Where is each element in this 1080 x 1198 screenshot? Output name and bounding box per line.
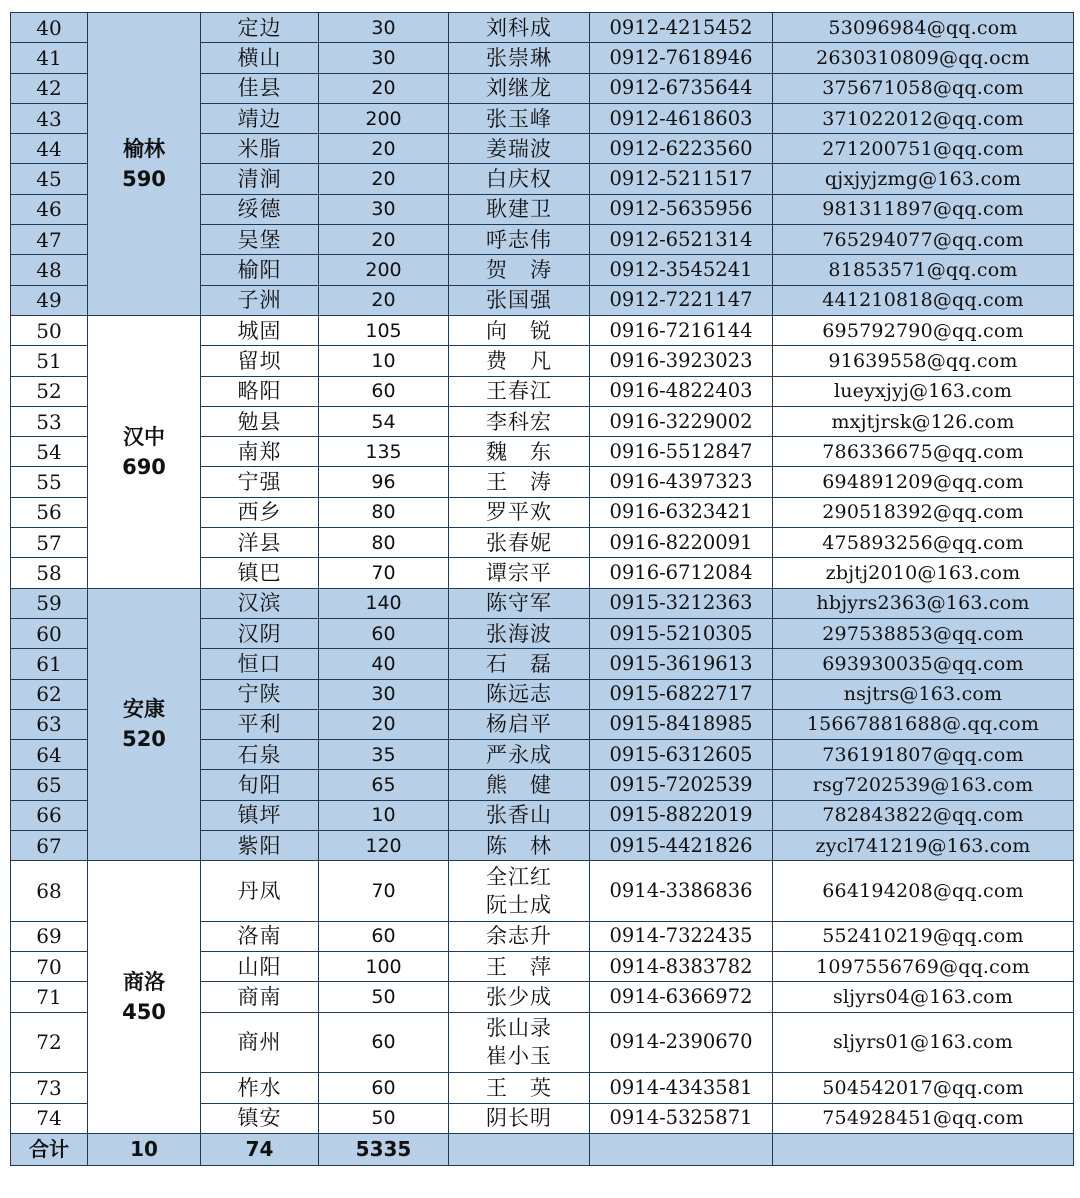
contact-cell: [449, 952, 590, 982]
county-cell: 子洲: [201, 285, 319, 315]
contact-name: 刘继龙: [486, 76, 552, 101]
county-cell: 城固: [201, 315, 319, 345]
email-cell: 81853571@qq.com: [773, 255, 1074, 285]
quota-cell: 30: [319, 679, 449, 709]
email-cell: 375671058@qq.com: [773, 73, 1074, 103]
phone-cell: 0912-6735644: [590, 73, 773, 103]
contact-cell: [449, 921, 590, 951]
contact-name: 向 锐: [486, 318, 552, 343]
row-number-cell: 52: [11, 376, 88, 406]
phone-cell: 0916-5512847: [590, 437, 773, 467]
contact-name: 阮士成: [486, 893, 552, 918]
contact-cell: [449, 618, 590, 648]
contact-name: 陈远志: [486, 682, 552, 707]
phone-cell: 0912-7221147: [590, 285, 773, 315]
email-cell: 736191807@qq.com: [773, 740, 1074, 770]
county-cell: 镇坪: [201, 800, 319, 830]
email-cell: 981311897@qq.com: [773, 194, 1074, 224]
county-cell: 榆阳: [201, 255, 319, 285]
phone-cell: 0915-6822717: [590, 679, 773, 709]
contact-cell: [449, 861, 590, 922]
quota-cell: 60: [319, 1012, 449, 1073]
phone-cell: 0916-6323421: [590, 497, 773, 527]
contact-name: 张崇琳: [486, 45, 552, 70]
city-cell: [88, 13, 201, 316]
contact-name: 张山录: [486, 1016, 552, 1041]
contact-name: 张香山: [486, 803, 552, 828]
table-row: [11, 588, 1074, 618]
phone-cell: 0916-8220091: [590, 528, 773, 558]
contact-cell: [449, 376, 590, 406]
row-number-cell: 45: [11, 164, 88, 194]
email-cell: sljyrs01@163.com: [773, 1012, 1074, 1073]
phone-cell: 0916-3229002: [590, 406, 773, 436]
quota-cell: 20: [319, 225, 449, 255]
email-cell: 754928451@qq.com: [773, 1103, 1074, 1133]
contact-name: 崔小玉: [486, 1044, 552, 1069]
row-number-cell: 69: [11, 921, 88, 951]
row-number-cell: 55: [11, 467, 88, 497]
contact-cell: [449, 800, 590, 830]
quota-cell: 20: [319, 73, 449, 103]
email-cell: zycl741219@163.com: [773, 831, 1074, 861]
email-cell: 765294077@qq.com: [773, 225, 1074, 255]
phone-cell: 0912-6223560: [590, 134, 773, 164]
row-number-cell: 59: [11, 588, 88, 618]
row-number-cell: 62: [11, 679, 88, 709]
quota-cell: 60: [319, 1073, 449, 1103]
quota-cell: 80: [319, 528, 449, 558]
county-cell: 柞水: [201, 1073, 319, 1103]
contact-name: 陈 林: [486, 833, 552, 858]
row-number-cell: 70: [11, 952, 88, 982]
quota-cell: 20: [319, 285, 449, 315]
contact-name: 贺 涛: [486, 258, 552, 283]
county-cell: 石泉: [201, 740, 319, 770]
email-cell: 441210818@qq.com: [773, 285, 1074, 315]
city-name: 汉中: [123, 424, 165, 449]
contact-cell: [449, 467, 590, 497]
phone-cell: 0914-8383782: [590, 952, 773, 982]
contact-cell: [449, 315, 590, 345]
phone-cell: 0915-7202539: [590, 770, 773, 800]
contact-name: 王 英: [486, 1075, 552, 1100]
phone-cell: 0916-3923023: [590, 346, 773, 376]
phone-cell: 0912-4618603: [590, 103, 773, 133]
email-cell: sljyrs04@163.com: [773, 982, 1074, 1012]
county-cell: 略阳: [201, 376, 319, 406]
contact-cell: [449, 528, 590, 558]
quota-cell: 65: [319, 770, 449, 800]
summary-cities-cell: 10: [88, 1133, 201, 1165]
contact-name: 张春妮: [486, 530, 552, 555]
row-number-cell: 67: [11, 831, 88, 861]
phone-cell: 0914-6366972: [590, 982, 773, 1012]
row-number-cell: 54: [11, 437, 88, 467]
contact-name: 耿建卫: [486, 197, 552, 222]
city-name: 安康: [123, 697, 165, 722]
contact-cell: [449, 255, 590, 285]
contact-name: 白庆权: [486, 167, 552, 192]
row-number-cell: 61: [11, 649, 88, 679]
contact-name: 石 磊: [486, 651, 552, 676]
quota-cell: 35: [319, 740, 449, 770]
phone-cell: 0912-4215452: [590, 13, 773, 43]
quota-cell: 10: [319, 800, 449, 830]
email-cell: 664194208@qq.com: [773, 861, 1074, 922]
contact-cell: [449, 709, 590, 739]
row-number-cell: 56: [11, 497, 88, 527]
contact-name: 谭宗平: [486, 560, 552, 585]
summary-quota-cell: 5335: [319, 1133, 449, 1165]
phone-cell: 0912-6521314: [590, 225, 773, 255]
contact-name: 阴长明: [486, 1106, 552, 1131]
email-cell: 694891209@qq.com: [773, 467, 1074, 497]
email-cell: 371022012@qq.com: [773, 103, 1074, 133]
email-cell: 693930035@qq.com: [773, 649, 1074, 679]
row-number-cell: 64: [11, 740, 88, 770]
county-cell: 平利: [201, 709, 319, 739]
county-cell: 吴堡: [201, 225, 319, 255]
contact-cell: [449, 1012, 590, 1073]
city-total: 450: [122, 1000, 166, 1025]
contact-name: 张海波: [486, 621, 552, 646]
email-cell: 552410219@qq.com: [773, 921, 1074, 951]
contact-name: 呼志伟: [486, 227, 552, 252]
contact-cell: [449, 437, 590, 467]
contact-name: 张玉峰: [486, 106, 552, 131]
contact-cell: [449, 43, 590, 73]
phone-cell: 0916-7216144: [590, 315, 773, 345]
total-row: [11, 1133, 1074, 1165]
phone-cell: 0912-5211517: [590, 164, 773, 194]
county-cell: 佳县: [201, 73, 319, 103]
city-cell: [88, 588, 201, 861]
email-cell: 2630310809@qq.ocm: [773, 43, 1074, 73]
row-number-cell: 51: [11, 346, 88, 376]
phone-cell: 0915-8822019: [590, 800, 773, 830]
phone-cell: 0912-5635956: [590, 194, 773, 224]
row-number-cell: 50: [11, 315, 88, 345]
county-cell: 汉阴: [201, 618, 319, 648]
summary-empty-cell: [449, 1133, 590, 1165]
city-cell: [88, 861, 201, 1133]
summary-label-cell: 合计: [11, 1133, 88, 1165]
contact-cell: [449, 588, 590, 618]
quota-cell: 20: [319, 164, 449, 194]
phone-cell: 0916-6712084: [590, 558, 773, 588]
table-row: [11, 315, 1074, 345]
contact-cell: [449, 103, 590, 133]
email-cell: 15667881688@.qq.com: [773, 709, 1074, 739]
county-cell: 清涧: [201, 164, 319, 194]
county-cell: 南郑: [201, 437, 319, 467]
email-cell: zbjtj2010@163.com: [773, 558, 1074, 588]
phone-cell: 0914-3386836: [590, 861, 773, 922]
summary-empty-cell: [773, 1133, 1074, 1165]
phone-cell: 0915-8418985: [590, 709, 773, 739]
contact-cell: [449, 679, 590, 709]
row-number-cell: 63: [11, 709, 88, 739]
county-cell: 汉滨: [201, 588, 319, 618]
row-number-cell: 41: [11, 43, 88, 73]
quota-cell: 70: [319, 558, 449, 588]
contact-cell: [449, 558, 590, 588]
quota-cell: 20: [319, 134, 449, 164]
row-number-cell: 72: [11, 1012, 88, 1073]
row-number-cell: 57: [11, 528, 88, 558]
contact-name: 费 凡: [486, 348, 552, 373]
contact-name: 罗平欢: [486, 500, 552, 525]
row-number-cell: 73: [11, 1073, 88, 1103]
row-number-cell: 46: [11, 194, 88, 224]
quota-cell: 60: [319, 921, 449, 951]
phone-cell: 0916-4397323: [590, 467, 773, 497]
contact-cell: [449, 497, 590, 527]
contact-cell: [449, 982, 590, 1012]
row-number-cell: 71: [11, 982, 88, 1012]
county-cell: 紫阳: [201, 831, 319, 861]
contact-name: 张少成: [486, 985, 552, 1010]
quota-cell: 135: [319, 437, 449, 467]
county-cell: 靖边: [201, 103, 319, 133]
email-cell: qjxjyjzmg@163.com: [773, 164, 1074, 194]
county-cell: 洛南: [201, 921, 319, 951]
email-cell: 1097556769@qq.com: [773, 952, 1074, 982]
row-number-cell: 66: [11, 800, 88, 830]
contact-name: 王春江: [486, 379, 552, 404]
county-cell: 山阳: [201, 952, 319, 982]
quota-cell: 100: [319, 952, 449, 982]
county-cell: 洋县: [201, 528, 319, 558]
contact-name: 张国强: [486, 288, 552, 313]
contact-cell: [449, 831, 590, 861]
email-cell: nsjtrs@163.com: [773, 679, 1074, 709]
county-cell: 西乡: [201, 497, 319, 527]
contact-cell: [449, 1103, 590, 1133]
contact-cell: [449, 134, 590, 164]
contact-name: 王 涛: [486, 470, 552, 495]
quota-cell: 80: [319, 497, 449, 527]
contact-name: 刘科成: [486, 15, 552, 40]
quota-cell: 20: [319, 709, 449, 739]
phone-cell: 0914-7322435: [590, 921, 773, 951]
email-cell: 271200751@qq.com: [773, 134, 1074, 164]
county-cell: 商州: [201, 1012, 319, 1073]
contact-name: 全江红: [486, 865, 552, 890]
quota-cell: 60: [319, 376, 449, 406]
quota-cell: 200: [319, 255, 449, 285]
phone-cell: 0915-4421826: [590, 831, 773, 861]
email-cell: 53096984@qq.com: [773, 13, 1074, 43]
contact-name: 王 萍: [486, 954, 552, 979]
table-row: [11, 861, 1074, 922]
quota-cell: 30: [319, 194, 449, 224]
table-row: [11, 13, 1074, 43]
contact-name: 姜瑞波: [486, 136, 552, 161]
contact-name: 李科宏: [486, 409, 552, 434]
contact-cell: [449, 73, 590, 103]
contact-name: 陈守军: [486, 591, 552, 616]
row-number-cell: 43: [11, 103, 88, 133]
contact-cell: [449, 649, 590, 679]
email-cell: 290518392@qq.com: [773, 497, 1074, 527]
county-cell: 镇安: [201, 1103, 319, 1133]
row-number-cell: 53: [11, 406, 88, 436]
quota-cell: 30: [319, 13, 449, 43]
city-total: 520: [122, 727, 166, 752]
row-number-cell: 44: [11, 134, 88, 164]
city-total: 590: [122, 166, 166, 191]
email-cell: 475893256@qq.com: [773, 528, 1074, 558]
contact-cell: [449, 285, 590, 315]
row-number-cell: 74: [11, 1103, 88, 1133]
contact-name: 杨启平: [486, 712, 552, 737]
contact-cell: [449, 740, 590, 770]
city-cell: [88, 315, 201, 588]
county-cell: 米脂: [201, 134, 319, 164]
contact-name: 余志升: [486, 924, 552, 949]
contact-cell: [449, 225, 590, 255]
email-cell: hbjyrs2363@163.com: [773, 588, 1074, 618]
contact-name: 魏 东: [486, 439, 552, 464]
county-cell: 宁强: [201, 467, 319, 497]
phone-cell: 0914-4343581: [590, 1073, 773, 1103]
contact-cell: [449, 1073, 590, 1103]
quota-cell: 50: [319, 1103, 449, 1133]
contact-cell: [449, 346, 590, 376]
quota-cell: 200: [319, 103, 449, 133]
row-number-cell: 68: [11, 861, 88, 922]
county-cell: 留坝: [201, 346, 319, 376]
email-cell: 786336675@qq.com: [773, 437, 1074, 467]
row-number-cell: 58: [11, 558, 88, 588]
county-cell: 丹凤: [201, 861, 319, 922]
county-cell: 绥德: [201, 194, 319, 224]
contact-cell: [449, 770, 590, 800]
quota-cell: 50: [319, 982, 449, 1012]
phone-cell: 0916-4822403: [590, 376, 773, 406]
quota-cell: 10: [319, 346, 449, 376]
quota-cell: 96: [319, 467, 449, 497]
row-number-cell: 60: [11, 618, 88, 648]
row-number-cell: 47: [11, 225, 88, 255]
county-cell: 商南: [201, 982, 319, 1012]
phone-cell: 0915-6312605: [590, 740, 773, 770]
county-cell: 镇巴: [201, 558, 319, 588]
row-number-cell: 65: [11, 770, 88, 800]
county-cell: 横山: [201, 43, 319, 73]
county-cell: 勉县: [201, 406, 319, 436]
quota-cell: 70: [319, 861, 449, 922]
contact-name: 熊 健: [486, 773, 552, 798]
quota-cell: 54: [319, 406, 449, 436]
city-name: 商洛: [123, 970, 165, 995]
email-cell: 695792790@qq.com: [773, 315, 1074, 345]
row-number-cell: 40: [11, 13, 88, 43]
phone-cell: 0914-2390670: [590, 1012, 773, 1073]
email-cell: lueyxjyj@163.com: [773, 376, 1074, 406]
phone-cell: 0915-3619613: [590, 649, 773, 679]
recruitment-contact-table: [10, 12, 1074, 1166]
phone-cell: 0915-3212363: [590, 588, 773, 618]
county-cell: 宁陕: [201, 679, 319, 709]
phone-cell: 0915-5210305: [590, 618, 773, 648]
summary-counties-cell: 74: [201, 1133, 319, 1165]
email-cell: 504542017@qq.com: [773, 1073, 1074, 1103]
contact-name: 严永成: [486, 742, 552, 767]
quota-cell: 105: [319, 315, 449, 345]
email-cell: 91639558@qq.com: [773, 346, 1074, 376]
email-cell: 782843822@qq.com: [773, 800, 1074, 830]
email-cell: mxjtjrsk@126.com: [773, 406, 1074, 436]
phone-cell: 0914-5325871: [590, 1103, 773, 1133]
contact-cell: [449, 13, 590, 43]
summary-empty-cell: [590, 1133, 773, 1165]
phone-cell: 0912-3545241: [590, 255, 773, 285]
quota-cell: 60: [319, 618, 449, 648]
row-number-cell: 49: [11, 285, 88, 315]
county-cell: 旬阳: [201, 770, 319, 800]
quota-cell: 120: [319, 831, 449, 861]
quota-cell: 30: [319, 43, 449, 73]
email-cell: rsg7202539@163.com: [773, 770, 1074, 800]
phone-cell: 0912-7618946: [590, 43, 773, 73]
city-name: 榆林: [123, 136, 165, 161]
county-cell: 定边: [201, 13, 319, 43]
email-cell: 297538853@qq.com: [773, 618, 1074, 648]
city-total: 690: [122, 454, 166, 479]
row-number-cell: 42: [11, 73, 88, 103]
contact-cell: [449, 406, 590, 436]
contact-cell: [449, 194, 590, 224]
contact-cell: [449, 164, 590, 194]
quota-cell: 140: [319, 588, 449, 618]
county-cell: 恒口: [201, 649, 319, 679]
quota-cell: 40: [319, 649, 449, 679]
row-number-cell: 48: [11, 255, 88, 285]
